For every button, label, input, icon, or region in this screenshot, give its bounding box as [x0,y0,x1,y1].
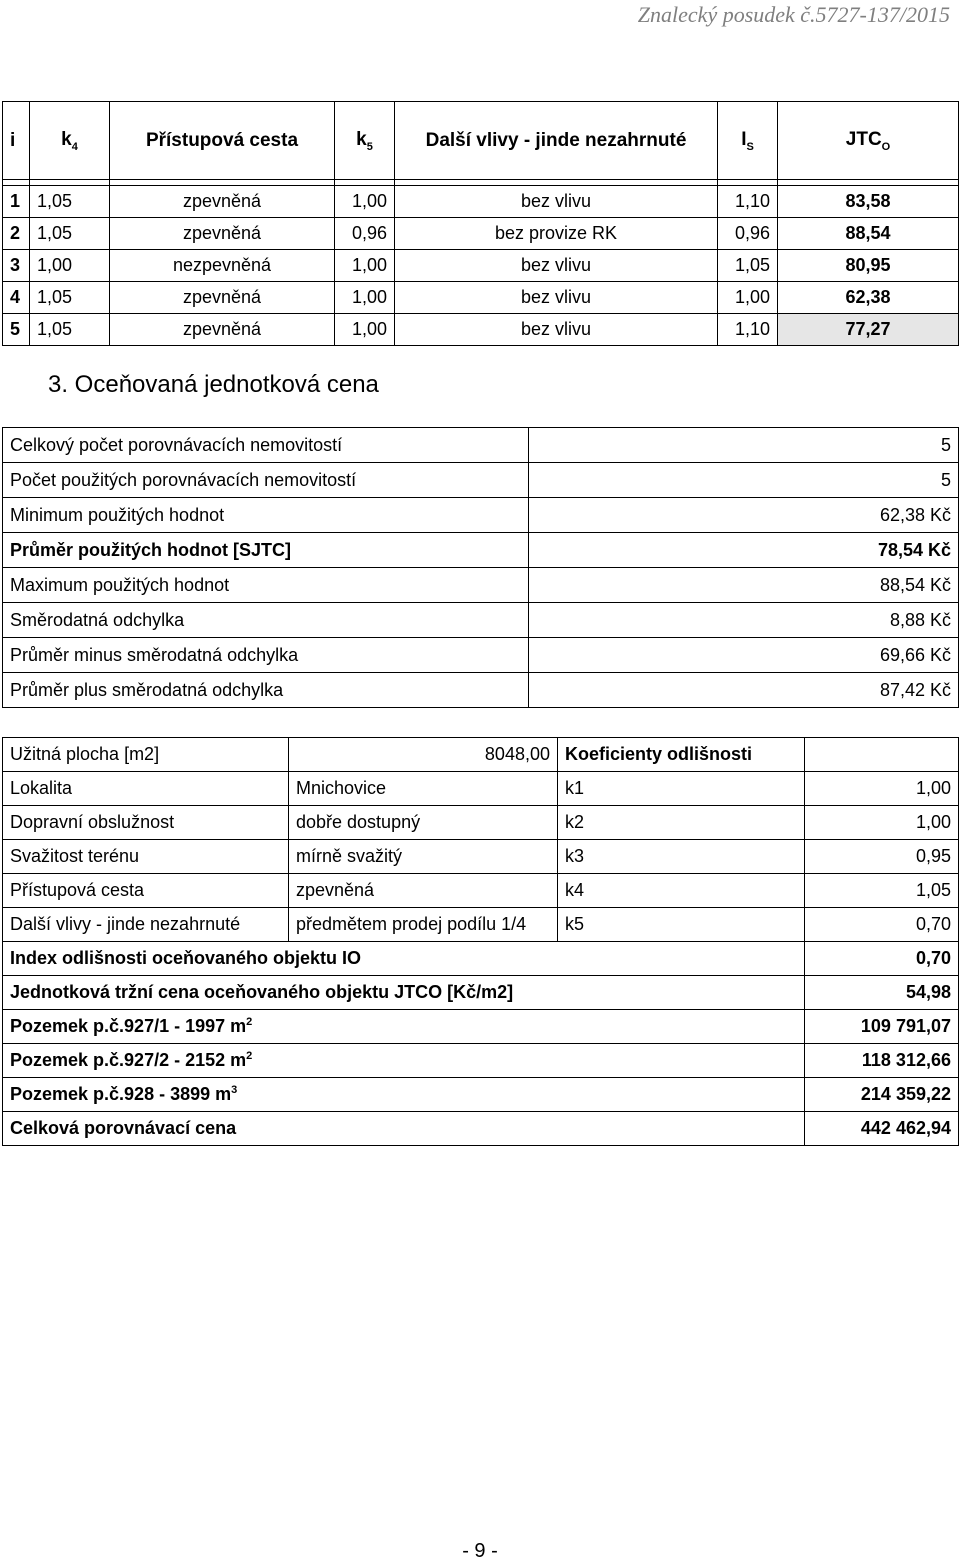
col-header-jtco: $JTC_O$ [778,102,959,180]
table-row: Průměr použitých hodnot [SJTC] 78,54 Kč [3,533,959,568]
table-row: Maximum použitých hodnot 88,54 Kč [3,568,959,603]
total-row: Celková porovnávací cena 442 462,94 [3,1112,959,1146]
table-row: Přístupová cesta zpevněná k4 1,05 [3,874,959,908]
col-header-k5: $k_5$ [335,102,395,180]
col-header-access: Přístupová cesta [110,102,335,180]
parcel-row: Pozemek p.č.928 - 3899 $m^3$ 214 359,22 [3,1078,959,1112]
col-header-k4: $k_4$ [30,102,110,180]
table-row: Dopravní obslužnost dobře dostupný k2 1,00 [3,806,959,840]
table-row: Celkový počet porovnávacích nemovitostí 5 [3,428,959,463]
valuation-table [2,737,959,1146]
col-header-i: i [3,102,30,180]
table-row: 3 1,00 nezpevněná 1,00 bez vlivu 1,05 80,95 [3,250,959,282]
comparison-header-row [3,102,959,180]
comparison-table [2,101,959,346]
jtco-row: Jednotková tržní cena oceňovaného objektu JTCO [Kč/m2] 54,98 [3,976,959,1010]
page-number: - 9 - [462,1540,498,1562]
table-row: 4 1,05 zpevněná 1,00 bez vlivu 1,00 62,38 [3,282,959,314]
stats-table [2,427,959,708]
col-header-is: $I_S$ [718,102,778,180]
table-row: Svažitost terénu mírně svažitý k3 0,95 [3,840,959,874]
table-row: Průměr plus směrodatná odchylka 87,42 Kč [3,673,959,708]
table-row: Lokalita Mnichovice k1 1,00 [3,772,959,806]
table-row: Směrodatná odchylka 8,88 Kč [3,603,959,638]
area-row: Užitná plocha [m2] 8048,00 Koeficienty odlišnosti [3,738,959,772]
section-title: 3. Oceňovaná jednotková cena [48,371,379,398]
parcel-row: Pozemek p.č.927/1 - 1997 $m^2$ 109 791,07 [3,1010,959,1044]
table-row: Počet použitých porovnávacích nemovitostí 5 [3,463,959,498]
parcel-row: Pozemek p.č.927/2 - 2152 $m^2$ 118 312,66 [3,1044,959,1078]
table-row: 2 1,05 zpevněná 0,96 bez provize RK 0,96 88,54 [3,218,959,250]
table-row: 5 1,05 zpevněná 1,00 bez vlivu 1,10 77,27 [3,314,959,346]
table-row: Minimum použitých hodnot 62,38 Kč [3,498,959,533]
table-row: 1 1,05 zpevněná 1,00 bez vlivu 1,10 83,58 [3,186,959,218]
table-row: Průměr minus směrodatná odchylka 69,66 Kč [3,638,959,673]
table-row: Další vlivy - jinde nezahrnuté předmětem prodej podílu 1/4 k5 0,70 [3,908,959,942]
document-header-title: Znalecký posudek č.5727-137/2015 [637,2,950,27]
col-header-other: Další vlivy - jinde nezahrnuté [395,102,718,180]
index-row: Index odlišnosti oceňovaného objektu IO 0,70 [3,942,959,976]
